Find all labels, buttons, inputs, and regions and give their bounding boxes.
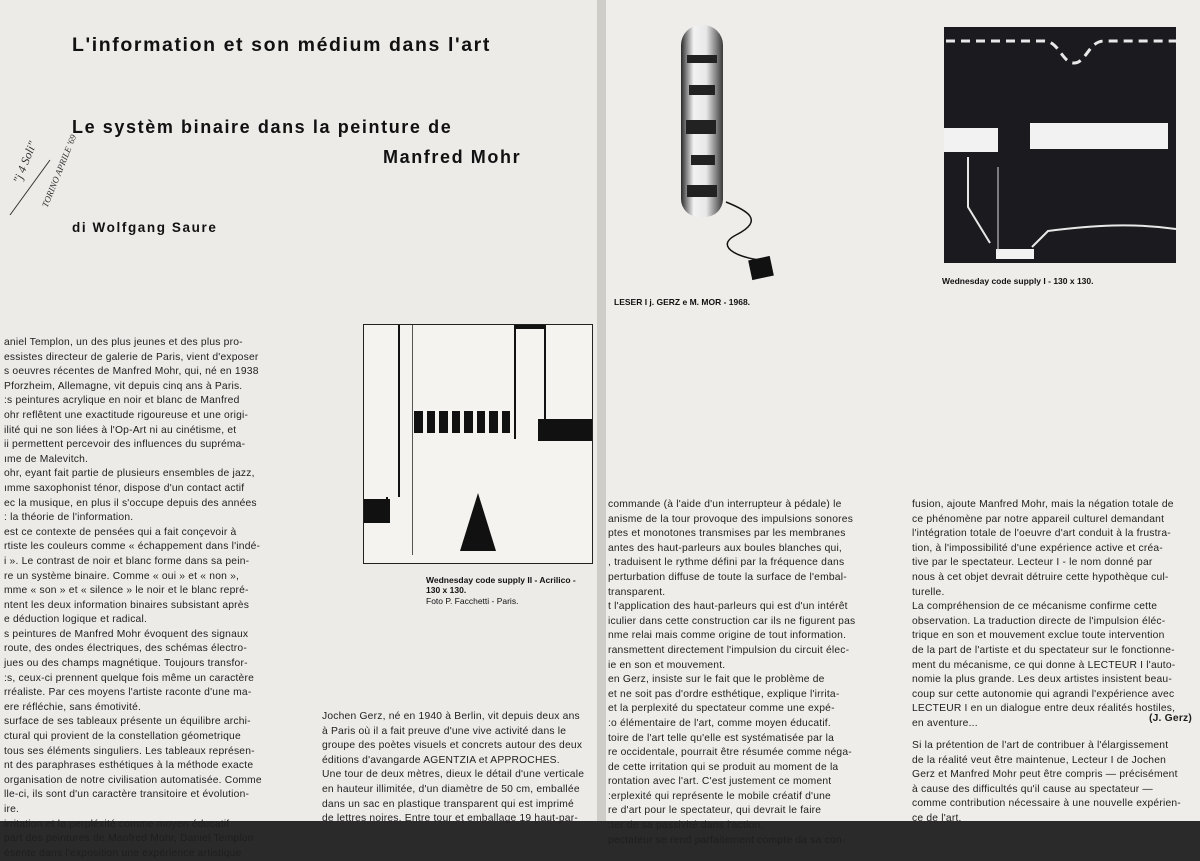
text-line: mme « son » et « silence » le noir et le blanc repré- bbox=[4, 585, 249, 597]
text-line: ohr reflêtent une exactitude rigoureuse et une origi- bbox=[4, 409, 249, 421]
text-line: :o élémentaire de l'art, comme moyen éducatif. bbox=[608, 717, 831, 729]
painting-caption-photo: Foto P. Facchetti - Paris. bbox=[426, 596, 519, 606]
text-line: Jochen Gerz, né en 1940 à Berlin, vit depuis deux ans bbox=[322, 711, 580, 722]
text-line: irritation et la perpléxité comme moyen éducatif bbox=[4, 818, 230, 830]
painting-bar-row bbox=[414, 411, 510, 433]
left-column-2 bbox=[322, 710, 597, 827]
text-line: :ter de sa passivité dans l'action. bbox=[608, 820, 764, 832]
text-line: coup sur cette autonomie qui agrandi l'expérience avec bbox=[912, 688, 1175, 700]
text-line: :s peintures acrylique en noir et blanc de Manfred bbox=[4, 395, 240, 407]
text-line: de cette irritation qui se produit au moment de la bbox=[608, 761, 839, 773]
painting-caption-title: Wednesday code supply II - Acrilico - bbox=[426, 575, 576, 585]
text-line: à cause des difficultés qu'il cause au spectateur — bbox=[912, 783, 1153, 795]
painting-block bbox=[538, 419, 592, 441]
handwritten-underline bbox=[0, 150, 60, 220]
text-line: jues ou des champs magnétique. Toujours transfor- bbox=[4, 658, 248, 670]
text-line: en hauteur illimitée, d'un diamètre de 50 cm, emballée bbox=[322, 783, 580, 795]
text-line: :erplexité qui représente le mobile créatif d'une bbox=[608, 790, 831, 802]
text-line: et la perplexité du spectateur comme une expé- bbox=[608, 703, 835, 715]
text-line: comme contribution nécessaire à une nouvelle expérien- bbox=[912, 798, 1181, 810]
text-line: éditions d'avangarde AGENTZIA et APPROCHES. bbox=[322, 754, 560, 766]
painting-wednesday-code-supply-ii bbox=[363, 324, 593, 564]
left-column-1 bbox=[4, 336, 289, 861]
text-line: tive par le spectateur. Lecteur I - le nom donné par bbox=[912, 557, 1153, 569]
text-line: ntent les deux information binaires subsistant après bbox=[4, 599, 250, 611]
painting-triangle bbox=[458, 493, 498, 553]
text-line: aniel Templon, un des plus jeunes et des plus pro- bbox=[4, 337, 243, 348]
painting-white-block bbox=[1030, 123, 1168, 149]
text-line: anisme de la tour provoque des impulsions sonores bbox=[608, 513, 854, 525]
text-line: t l'application des haut-parleurs qui est d'un intérêt bbox=[608, 601, 848, 613]
text-line: rréaliste. Par ces moyens l'artiste raconte d'une ma- bbox=[4, 687, 252, 699]
text-line: antes des haut-parleurs aux boules blanches qui, bbox=[608, 542, 842, 554]
right-column-1 bbox=[608, 498, 870, 848]
text-line: route, des ondes électriques, des schémas électro- bbox=[4, 643, 247, 655]
text-line: ctural qui provient de la constellation géometrique bbox=[4, 731, 241, 743]
painting-block bbox=[364, 499, 390, 523]
text-line: tion, à l'impossibilité d'une expérience active et créa- bbox=[912, 542, 1163, 554]
painting-i-caption: Wednesday code supply I - 130 x 130. bbox=[942, 276, 1094, 286]
painting-block bbox=[516, 325, 544, 329]
text-line: ce de l'art. bbox=[912, 812, 962, 824]
text-line: ransmettent directement l'impulsion du circuit élec- bbox=[608, 644, 850, 656]
text-line: i ». Le contrast de noir et blanc forme dans sa pein- bbox=[4, 555, 250, 567]
author-byline: di Wolfgang Saure bbox=[72, 220, 218, 235]
text-line: ii permettent percevoir des influences du supréma- bbox=[4, 439, 246, 451]
text-line: nous à cet objet devrait détruire cette hypothèque cul- bbox=[912, 571, 1169, 583]
text-line: fusion, ajoute Manfred Mohr, mais la négation totale de bbox=[912, 499, 1174, 510]
text-line: perturbation diffuse de toute la surface de l'embal- bbox=[608, 571, 847, 583]
text-line: rtiste les couleurs comme « échappement dans l'indé- bbox=[4, 541, 261, 553]
text-line: trique en son et mouvement exclue toute intervention bbox=[912, 630, 1165, 642]
painting-caption-size: 130 x 130. bbox=[426, 585, 467, 595]
pedal-switch bbox=[748, 256, 774, 280]
text-line: ire. bbox=[4, 804, 20, 815]
text-line: re d'art pour le spectateur, qui devrait le faire bbox=[608, 805, 822, 817]
painting-line bbox=[514, 325, 516, 439]
text-line: ptes et monotones transmises par les membranes bbox=[608, 528, 846, 540]
article-subtitle-line1: Le systèm binaire dans la peinture de bbox=[72, 117, 453, 137]
text-line: part des peintures de Manfred Mohr, Daniel Templon bbox=[4, 833, 254, 845]
text-line: lle-ci, ils sont d'un caractère transitoire et évolution- bbox=[4, 789, 250, 801]
text-line: s peintures de Manfred Mohr évoquent des signaux bbox=[4, 628, 249, 640]
text-line: observation. La traduction directe de l'impulsion éléc- bbox=[912, 615, 1166, 627]
page-gutter bbox=[597, 0, 606, 821]
text-line: Une tour de deux mètres, dieux le détail d'une verticale bbox=[322, 769, 585, 781]
text-line: ie en son et mouvement. bbox=[608, 659, 726, 671]
text-line: ımme saxophonist ténor, dispose d'un contact actif bbox=[4, 482, 245, 494]
text-line: La compréhension de ce mécanisme confirme cette bbox=[912, 601, 1158, 613]
text-line: groupe des poètes visuels et concrets autour des deux bbox=[322, 740, 583, 752]
text-line: nt des paraphrases esthétiques à la méthode exacte bbox=[4, 760, 254, 772]
painting-wednesday-code-supply-i bbox=[944, 27, 1176, 263]
text-line: essistes directeur de galerie de Paris, vient d'exposer bbox=[4, 351, 259, 363]
text-line: ilité qui ne son liées à l'Op-Art ni au cinétisme, et bbox=[4, 424, 237, 436]
text-line: : la théorie de l'information. bbox=[4, 512, 134, 524]
text-line: rontation avec l'art. C'est justement ce moment bbox=[608, 776, 832, 788]
handwritten-note: "j 4 Soli" bbox=[10, 139, 40, 186]
painting-white-lines bbox=[944, 147, 1176, 263]
text-line: ohr, eyant fait partie de plusieurs ensembles de jazz, bbox=[4, 468, 255, 480]
text-line: ec la musique, en plus il s'occupe depuis des années bbox=[4, 497, 257, 509]
right-column-2-final bbox=[912, 739, 1196, 827]
text-line: transparent. bbox=[608, 586, 666, 598]
text-line: est ce contexte de pensées qui a fait conçevoir à bbox=[4, 526, 237, 538]
text-line: s oeuvres récentes de Manfred Mohr, qui, né en 1938 bbox=[4, 366, 259, 378]
text-line: , traduisent le rythme défini par la fréquence dans bbox=[608, 557, 845, 569]
text-line: l'intégration totale de l'oeuvre d'art conduit à la frustra- bbox=[912, 528, 1171, 540]
article-subtitle-line2: Manfred Mohr bbox=[383, 147, 522, 167]
text-line: de la réalité veut être maintenue, Lecteur I de Jochen bbox=[912, 754, 1167, 766]
tower-sculpture bbox=[681, 25, 723, 217]
text-line: en Gerz, insiste sur le fait que le problème de bbox=[608, 674, 825, 686]
right-column-2 bbox=[912, 498, 1196, 732]
text-line: de la part de l'artiste et du spectateur sur le fonctionne- bbox=[912, 644, 1175, 656]
text-line: ere réfléchie, sans émotivité. bbox=[4, 701, 142, 713]
text-line: turelle. bbox=[912, 586, 945, 598]
handwritten-location: TORINO APRILE '69 bbox=[40, 133, 79, 209]
text-line: surface de ses tableaux présente un équilibre archi- bbox=[4, 716, 251, 728]
text-line: tous ses éléments singuliers. Les tableaux représen- bbox=[4, 745, 255, 757]
text-line: toire de l'art telle qu'elle est systématisée par la bbox=[608, 732, 835, 744]
text-line: iculier dans cette construction car ils ne figurent pas bbox=[608, 615, 856, 627]
text-line: :s, ceux-ci prennent quelque fois même un caractère bbox=[4, 672, 255, 684]
text-line: ésente dans l'exposition une expérience artistique bbox=[4, 847, 242, 859]
text-line: ment du mécanisme, ce qui donne à LECTEUR I l'auto- bbox=[912, 659, 1176, 671]
text-line: Si la prétention de l'art de contribuer à l'élargissement bbox=[912, 740, 1169, 751]
text-line: de lettres noires. Entre tour et emballage 19 haut-par- bbox=[322, 813, 578, 825]
text-line: à Paris où il a fait preuve d'une vive activité dans le bbox=[322, 725, 567, 737]
painting-line bbox=[544, 325, 546, 425]
text-line: nomie la plus grande. Les deux artistes insistent beau- bbox=[912, 674, 1172, 686]
text-line: et ne soit pas d'ordre esthétique, explique l'irrita- bbox=[608, 688, 840, 700]
article-title: L'information et son médium dans l'art bbox=[72, 34, 491, 56]
painting-line bbox=[398, 325, 400, 497]
signature: (J. Gerz) bbox=[1149, 713, 1192, 724]
text-line: e déduction logique et radical. bbox=[4, 614, 148, 626]
text-line: ce phénomène par notre appareil culturel demandant bbox=[912, 513, 1165, 525]
text-line: ıme de Malevitch. bbox=[4, 453, 89, 465]
text-line: Pforzheim, Allemagne, vit depuis cinq ans à Paris. bbox=[4, 380, 243, 392]
text-line: nme relai mais comme origine de tout information. bbox=[608, 630, 847, 642]
text-line: Gerz et Manfred Mohr peut être compris — précisément bbox=[912, 769, 1178, 781]
text-line: commande (à l'aide d'un interrupteur à pédale) le bbox=[608, 499, 842, 510]
text-line: LECTEUR I en un dialogue entre deux réalités hostiles, bbox=[912, 703, 1176, 715]
text-line: en aventure... bbox=[912, 717, 978, 729]
text-line: re un système binaire. Comme « oui » et « non », bbox=[4, 570, 240, 582]
painting-line bbox=[412, 325, 413, 555]
text-line: dans un sac en plastique transparent qui est imprimé bbox=[322, 798, 574, 810]
right-page bbox=[606, 0, 1200, 846]
text-line: pectateur se rend parfaitement compte da sa con- bbox=[608, 834, 846, 846]
text-line: re occidentale, pourrait être résumée comme néga- bbox=[608, 747, 852, 759]
painting-dashed-line bbox=[944, 27, 1176, 87]
tower-caption: LESER I j. GERZ e M. MOR - 1968. bbox=[614, 297, 751, 307]
left-page bbox=[0, 0, 597, 859]
text-line: organisation de notre civilisation automatisée. Comme bbox=[4, 774, 262, 786]
